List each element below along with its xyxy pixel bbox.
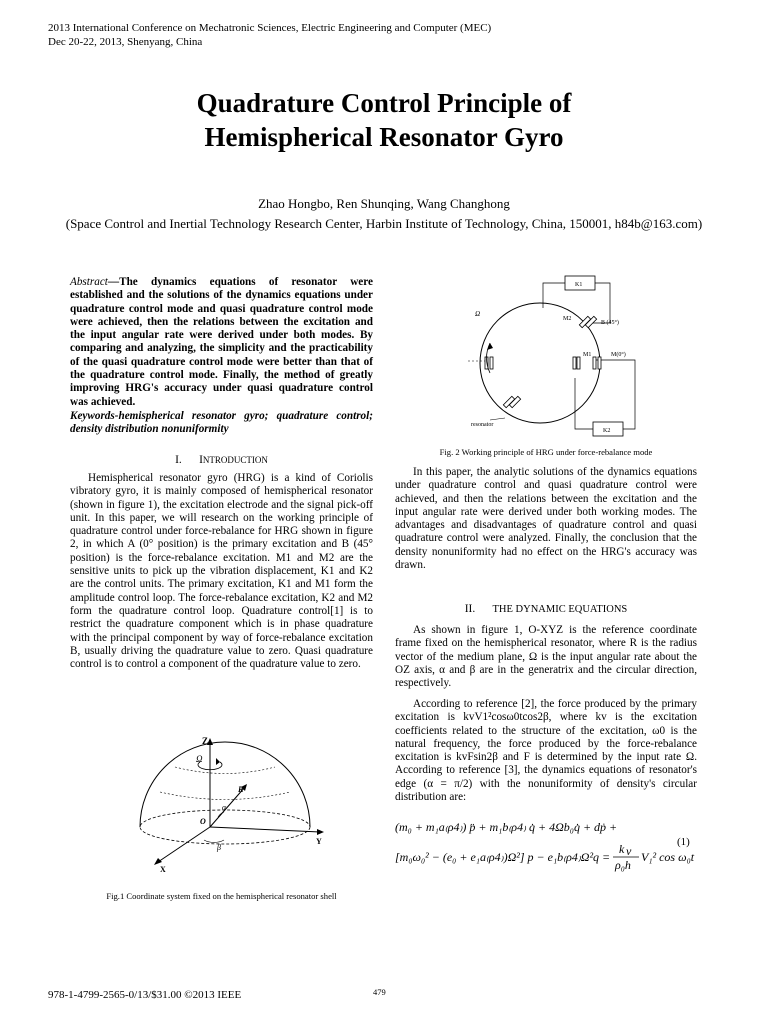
fig1-o-label: O [200, 817, 206, 826]
fig1-x-label: X [160, 865, 166, 874]
authors: Zhao Hongbo, Ren Shunqing, Wang Changhong [258, 196, 510, 211]
svg-text:(m₀ + m₁a₍ρ4₎) p̈ + m₁b₍ρ4₎ q̇: (m₀ + m₁a₍ρ4₎) p̈ + m₁b₍ρ4₎ q̇ + 4Ωb₀q̇ + dṗ + [395, 820, 618, 834]
fig2-b-label: B (45°) [601, 320, 619, 326]
section-2-number: II. [464, 603, 476, 615]
figure-2-caption: Fig. 2 Working principle of HRG under force-rebalance mode [439, 447, 653, 457]
fig2-k2-label: K2 [603, 428, 611, 434]
fig2-m0-label: M(0°) [611, 352, 626, 358]
fig2-m2-label: M2 [563, 316, 572, 322]
section-1-title-rest: NTRODUCTION [202, 455, 268, 465]
figure-1-caption: Fig.1 Coordinate system fixed on the hemispherical resonator shell [106, 891, 337, 901]
figure-2-diagram [465, 268, 655, 440]
conference-dates: Dec 20-22, 2013, Shenyang, China [48, 36, 203, 48]
section-2-text-2: According to reference [2], the force produced by the primary excitation is kvV1²cosω0tcos2β, where kv is the excitation coefficients related to the structure of the excitation, ω0 is the natural frequency, the force produced by the force-rebalance excitation is kvFsin2β and F is determined by the input rate Ω. According to reference [3], the dynamics equations of resonator's edge (α = π/2) with the nonuniformity of density's circular distribution are: [395, 698, 697, 804]
conference-name: 2013 International Conference on Mechatronic Sciences, Electric Engineering and Computer (MEC) [48, 22, 492, 34]
fig2-k1-label: K1 [575, 282, 583, 288]
section-1-title-initial: I [199, 454, 203, 466]
footer-isbn: 978-1-4799-2565-0/13/$31.00 ©2013 IEEE [48, 989, 242, 1001]
section-2-heading [395, 603, 697, 616]
section-1-text: Hemispherical resonator gyro (HRG) is a kind of Coriolis vibratory gyro, it is mainly composed of hemispherical resonator (shown in figure 1), the excitation electrode and the signal pick-off unit. In this paper, we will research on the working principle of quadrature control under force-rebalance for HRG shown in figure 2, in which A (0° position) is the primary excitation and B (45° position) is the force-rebalance excitation. M1 and M2 are the sensitive units to pick up the vibration displacement, K1 and K2 are the control units. The primary excitation, K1 and M1 form the amplitude control loop. The force-rebalance excitation, K2 and M2 form the quadrature control loop. Quadrature control[1] is to restrict the quadrature component which is in phase quadrature with the principal component by way of force-rebalance excitation B, usually driving the quadrature value to zero. Quasi quadrature control is to control a component of the quadrature value to zero. [70, 472, 373, 671]
figure-1-hemisphere [120, 732, 330, 882]
section-1-number: I. [175, 454, 182, 466]
svg-text:[m₀ω₀² − (e₀ + e₁a₍ρ4₎)Ω²] p −: [m₀ω₀² − (e₀ + e₁a₍ρ4₎)Ω²] p − e₁b₍ρ4₎Ω²q = [395, 850, 611, 864]
section-1-heading [70, 454, 373, 467]
fig1-omega-label: Ω [196, 754, 203, 764]
section-2-paragraph-1 [395, 624, 697, 690]
fig1-beta-label: β [217, 843, 221, 852]
paper-title [0, 86, 768, 154]
right-intro-text: In this paper, the analytic solutions of the dynamics equations under quadrature control and quasi quadrature control were achieved, and then the relations between the excitation and the input angular rate were derived under both working modes. The advantages and disadvantages of quadrature control and quasi quadrature control were analyzed. Finally, the conclusion that the density nonuniformity had no effect on the HRG's accuracy was drawn. [395, 466, 697, 572]
equation-1 [395, 815, 700, 875]
svg-text:ρ₀h: ρ₀h [615, 858, 631, 872]
fig2-m1-label: M1 [583, 352, 592, 358]
section-2-title: THE DYNAMIC EQUATIONS [492, 604, 628, 615]
fig2-resonator-label: resonator [471, 422, 494, 428]
equation-1-number: (1) [677, 836, 690, 848]
keywords: Keywords-hemispherical resonator gyro; quadrature control; density distribution nonuniformity [70, 410, 373, 436]
section-1-paragraph [70, 472, 373, 671]
abstract [70, 276, 373, 409]
svg-text:k: k [619, 842, 625, 856]
section-2-paragraph-2 [395, 698, 697, 804]
fig1-r-label: R [238, 785, 244, 794]
title-line-2: Hemispherical Resonator Gyro [204, 122, 564, 152]
affiliation: (Space Control and Inertial Technology Research Center, Harbin Institute of Technology, China, 150001, h84b@163.com) [65, 216, 703, 231]
abstract-text: —The dynamics equations of resonator were established and the solutions of the dynamics equations under quadrature control mode and quasi quadrature control mode were achieved, then the relations between the excitation and the input angular rate were derived under both modes. By comparing and analyzing, the simplicity and the practicability of the quasi quadrature control mode were better than that of the quadrature control mode. Finally, the method of greatly improving HRG's accuracy under quasi quadrature control was achieved. [70, 276, 373, 408]
abstract-label: Abstract [70, 276, 108, 288]
fig2-omega-label: Ω [475, 310, 481, 318]
right-intro-paragraph [395, 466, 697, 572]
page-number: 479 [373, 987, 386, 997]
title-line-1: Quadrature Control Principle of [196, 88, 572, 118]
svg-text:v: v [626, 844, 632, 858]
fig1-y-label: Y [316, 837, 322, 846]
fig1-alpha-label: α [222, 803, 227, 812]
fig1-z-label: Z [202, 736, 209, 746]
svg-text:V₁² cos ω₀t: V₁² cos ω₀t [641, 850, 695, 864]
section-2-text-1: As shown in figure 1, O-XYZ is the reference coordinate frame fixed on the hemispherical resonator, where R is the radius vector of the medium plane, Ω is the input angular rate about the OZ axis, α and β are in the generatrix and the circular direction, respectively. [395, 624, 697, 690]
